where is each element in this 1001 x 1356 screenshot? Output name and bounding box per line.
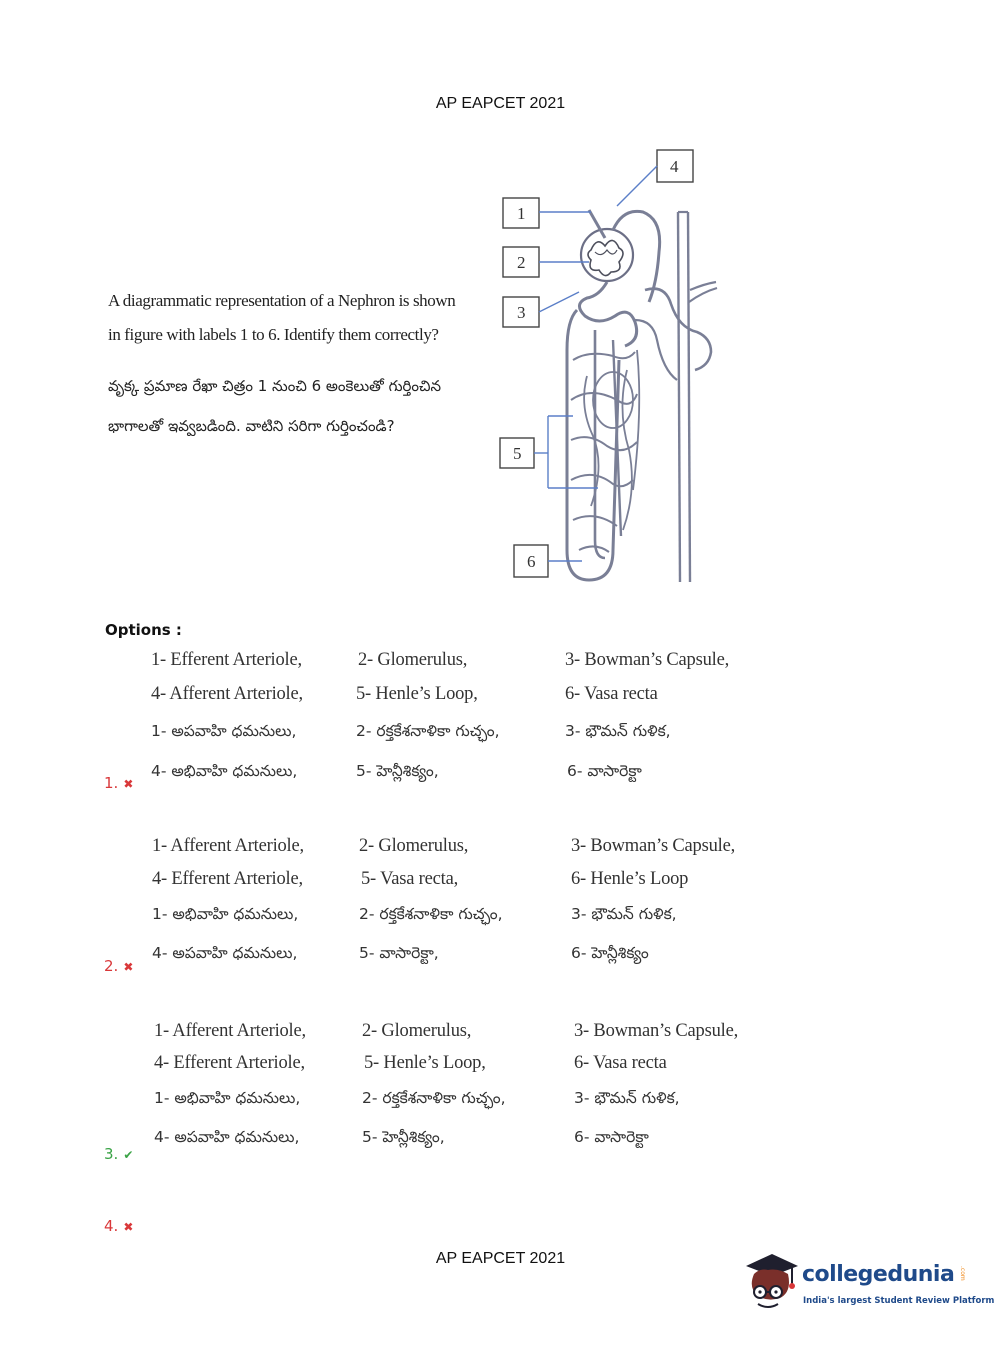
option-cell: 3- భౌమన్ గుళిక,	[565, 722, 671, 740]
option-cell: 4- అపవాహి ధమనులు,	[154, 1128, 300, 1146]
option-cell: 3- భౌమన్ గుళిక,	[571, 905, 677, 923]
option-cell: 4- అపవాహి ధమనులు,	[152, 944, 298, 962]
option-cell: 1- అపవాహి ధమనులు,	[151, 722, 297, 740]
option-row	[150, 944, 790, 974]
option-cell: 1- అభివాహి ధమనులు,	[152, 905, 299, 923]
options-label: Options :	[105, 621, 182, 639]
option-3-number[interactable]	[104, 1145, 133, 1163]
option-cell: 5- Henle’s Loop,	[364, 1053, 486, 1073]
option-row	[150, 762, 790, 792]
option-cell: 1- Efferent Arteriole,	[151, 650, 302, 670]
option-cell: 5- Henle’s Loop,	[356, 684, 478, 704]
option-row	[150, 722, 790, 752]
logo-brand-text: collegedunia	[802, 1262, 955, 1287]
option-number-text: 4.	[104, 1217, 119, 1235]
option-row	[150, 650, 790, 680]
option-cell: 6- వాసారెక్టా	[567, 762, 642, 780]
question-text	[108, 284, 468, 446]
nephron-diagram	[495, 140, 740, 600]
page-footer: AP EAPCET 2021	[435, 1250, 566, 1267]
diagram-label-6: 6	[527, 552, 536, 571]
option-row	[150, 869, 790, 899]
option-cell: 2- రక్తకేశనాళికా గుచ్ఛం,	[359, 905, 503, 923]
glomerulus-shape	[588, 240, 623, 275]
diagram-label-2: 2	[517, 253, 526, 272]
option-row	[150, 1089, 790, 1119]
option-cell: 3- Bowman’s Capsule,	[574, 1021, 739, 1041]
diagram-label-5: 5	[513, 444, 522, 463]
option-number-text: 3.	[104, 1145, 119, 1163]
question-telugu: వృక్క ప్రమాణ రేఖా చిత్రం 1 నుంచి 6 అంకెలుతో గుర్తించిన భాగాలతో ఇవ్వబడింది. వాటిని సరిగా గుర్తించండి?	[108, 377, 442, 435]
option-cell: 1- Afferent Arteriole,	[154, 1021, 306, 1041]
logo-dotcom: .com	[959, 1266, 966, 1281]
diagram-label-1: 1	[517, 204, 526, 223]
option-cell: 2- రక్తకేశనాళికా గుచ్ఛం,	[356, 722, 500, 740]
option-number-text: 2.	[104, 957, 119, 975]
wrong-icon: ✖	[123, 777, 134, 791]
option-cell: 2- Glomerulus,	[362, 1021, 472, 1041]
option-cell: 2- Glomerulus,	[358, 650, 468, 670]
option-cell: 5- హెన్లీశిక్యం,	[356, 762, 439, 780]
option-row	[150, 684, 790, 714]
option-row	[150, 1053, 790, 1083]
collegedunia-logo	[742, 1250, 995, 1320]
wrong-icon: ✖	[123, 960, 134, 974]
option-cell: 6- హెన్లీశిక్యం	[571, 944, 649, 962]
option-cell: 6- Henle’s Loop	[571, 869, 689, 889]
option-2-number[interactable]	[104, 957, 133, 975]
wrong-icon: ✖	[123, 1220, 134, 1234]
diagram-label-4: 4	[670, 157, 679, 176]
check-icon: ✔	[123, 1148, 134, 1162]
option-cell: 2- రక్తకేశనాళికా గుచ్ఛం,	[362, 1089, 506, 1107]
option-cell: 6- Vasa recta	[574, 1053, 667, 1073]
option-cell: 4- Afferent Arteriole,	[151, 684, 303, 704]
option-cell: 6- వాసారెక్టా	[574, 1128, 649, 1146]
option-number-text: 1.	[104, 774, 119, 792]
option-cell: 4- Efferent Arteriole,	[154, 1053, 305, 1073]
option-cell: 1- అభివాహి ధమనులు,	[154, 1089, 301, 1107]
option-cell: 1- Afferent Arteriole,	[152, 836, 304, 856]
option-cell: 3- భౌమన్ గుళిక,	[574, 1089, 680, 1107]
option-cell: 4- అభివాహి ధమనులు,	[151, 762, 298, 780]
diagram-label-3: 3	[517, 303, 526, 322]
option-cell: 6- Vasa recta	[565, 684, 658, 704]
option-cell: 3- Bowman’s Capsule,	[565, 650, 730, 670]
option-cell: 5- హెన్లీశిక్యం,	[362, 1128, 445, 1146]
option-row	[150, 836, 790, 866]
option-4-number[interactable]	[104, 1217, 133, 1235]
page-header: AP EAPCET 2021	[435, 95, 566, 112]
logo-tagline: India's largest Student Review Platform	[803, 1296, 995, 1306]
option-cell: 5- Vasa recta,	[361, 869, 459, 889]
option-row	[150, 1021, 790, 1051]
option-cell: 4- Efferent Arteriole,	[152, 869, 303, 889]
option-cell: 3- Bowman’s Capsule,	[571, 836, 736, 856]
option-row	[150, 1128, 790, 1158]
option-cell: 5- వాసారెక్టా,	[359, 944, 439, 962]
option-row	[150, 905, 790, 935]
mascot-icon	[742, 1252, 800, 1314]
question-english: A diagrammatic representation of a Nephron is shown in figure with labels 1 to 6. Identify them correctly?	[108, 291, 456, 344]
option-cell: 2- Glomerulus,	[359, 836, 469, 856]
option-1-number[interactable]	[104, 774, 133, 792]
